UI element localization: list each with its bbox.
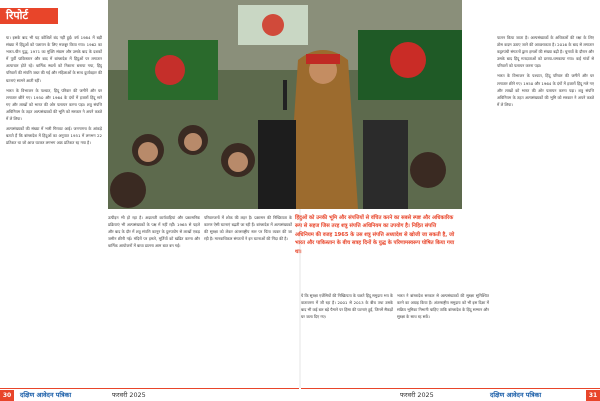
text-column-far-right xyxy=(497,34,594,384)
rally-photo xyxy=(108,0,462,209)
footer-month-left: फरवरी 2025 xyxy=(112,391,146,399)
text-column-right-b xyxy=(397,292,489,384)
paragraph: अल्पसंख्यकों की संख्या में भारी गिरावट आई। जनगणना के आंकड़े बताते हैं कि बांग्लादेश में हिंदुओं का अनुपात 1951 में लगभग 22 प्रतिशत था जो आज घटकर लगभग आठ प्रतिशत रह गया है। xyxy=(6,126,102,146)
text-column-right-a xyxy=(301,292,393,384)
page-number-left: 30 xyxy=(0,390,14,401)
footer-magazine-right: दक्षिण आवेदन पत्रिका xyxy=(490,391,542,399)
rally-photo-graphic xyxy=(108,0,462,209)
paragraph: भारत के विभाजन के पश्चात, हिंदू परिवार की जमीनें और घर लगातार छीने गए। 1950 और 1964 के दंगों में हजारों हिंदू मारे गए और लाखों को भारत की ओर पलायन करना पड़ा। शत्रु संपत्ति अधिनियम के तहत अल्पसंख्यकों की भूमि को सरकार ने अपने कब्जे में ले लिया। xyxy=(6,87,102,122)
text-column-middle-b xyxy=(204,214,292,384)
paragraph: परिवारजनों में शोक की लहर है। प्रशासन की निष्क्रियता के कारण ऐसी घटनाएं बढ़ती जा रही हैं। बांग्लादेश में अल्पसंख्यकों की सुरक्षा को लेकर अंतरराष्ट्रीय स्तर पर चिंता व्यक्त की जा रही है। मानवाधिकार संगठनों ने इन घटनाओं की निंदा की है। xyxy=(204,215,292,242)
paragraph: पालन किया जाता है। अल्पसंख्यकों के अधिकारों की रक्षा के लिए ठोस कदम उठाए जाने की आवश्यकता है। 2016 के बाद से लगातार कट्टरपंथी संगठनों द्वारा हमलों की संख्या बढ़ी है। चुनावों के दौरान और उसके बाद हिंदू मतदाताओं को डराया-धमकाया गया। कई गांवों से परिवारों को पलायन करना पड़ा। xyxy=(497,35,594,69)
footer-magazine-left: दक्षिण आवेदन पत्रिका xyxy=(20,391,72,399)
paragraph: भारत ने बांग्लादेश सरकार से अल्पसंख्यकों की सुरक्षा सुनिश्चित करने का आग्रह किया है। अंतरराष्ट्रीय समुदाय को भी इस दिशा में सक्रिय भूमिका निभानी चाहिए ताकि बांग्लादेश के हिंदू सम्मान और सुरक्षा के साथ रह सकें। xyxy=(397,293,489,320)
text-column-middle-a xyxy=(108,214,200,384)
paragraph: ये कि सुरक्षा एजेंसियों की निष्क्रियता के चलते हिंदू समुदाय भय के वातावरण में जी रहा है। 2001 से 2013 के बीच तथा उसके बाद भी कई बार बड़े पैमाने पर हिंसा की घटनाएं हुईं, जिनमें सैकड़ों घर जला दिए गए। xyxy=(301,293,393,320)
text-column-left xyxy=(6,34,102,384)
section-tab: रिपोर्ट xyxy=(0,8,58,24)
paragraph: या। इसके बाद भी यह कोशिशें बंद नहीं हुईं। वर्ष 1984 में बड़ी संख्या में हिंदुओं को पलायन के लिए मजबूर किया गया। 1962 का भारत-चीन युद्ध, 1971 का मुक्ति संग्राम और उसके बाद के दशकों में पूर्वी पाकिस्तान और बाद में बांग्लादेश में हिंदुओं पर लगातार अत्याचार होते रहे। धार्मिक स्थलों को निशाना बनाया गया, हिंदू परिवारों की संपत्ति जब्त की गई और महिलाओं के साथ दुर्व्यवहार की घटनाएं सामने आती रहीं। xyxy=(6,35,102,83)
footer-rule-left xyxy=(0,388,299,389)
paragraph: भारत के विभाजन के पश्चात, हिंदू परिवार की जमीनें और घर लगातार छीने गए। 1950 और 1964 के दंगों में हजारों हिंदू मारे गए और लाखों को भारत की ओर पलायन करना पड़ा। शत्रु संपत्ति अधिनियम के तहत अल्पसंख्यकों की भूमि को सरकार ने अपने कब्जे में ले लिया। xyxy=(497,73,594,107)
footer-month-right: फरवरी 2025 xyxy=(400,391,434,399)
pull-quote: हिंदुओं को उनकी भूमि और संपत्तियों से वंचित करने का सबसे स्पष्ट और अधिकारिक रूप से सहज जिस तरह शत्रु संपत्ति अधिनियम का उपयोग है। निहित संपत्ति अधिनियम की वजह 1965 के उस शत्रु संपत्ति अध्यादेश से खोजी जा सकती है, जो भारत और पाकिस्तान के बीच सत्रह दिनों के युद्ध के परिणामस्वरूप घोषित किया गया था। xyxy=(295,215,455,255)
paragraph: उत्पीड़न भी हो रहा है। अदालती कार्यवाहियां और प्रशासनिक प्रक्रियाएं भी अल्पसंख्यकों के पक्ष में नहीं रहीं। 1965 से पहले और बाद के दौर में शत्रु संपत्ति कानून के दुरुपयोग से लाखों एकड़ जमीन छीनी गई। मंदिरों पर हमले, मूर्तियों को खंडित करना और धार्मिक आयोजनों में बाधा डालना आम बात बन गई। xyxy=(108,215,200,249)
footer-rule-right xyxy=(301,388,600,389)
page-number-right: 31 xyxy=(586,390,600,401)
